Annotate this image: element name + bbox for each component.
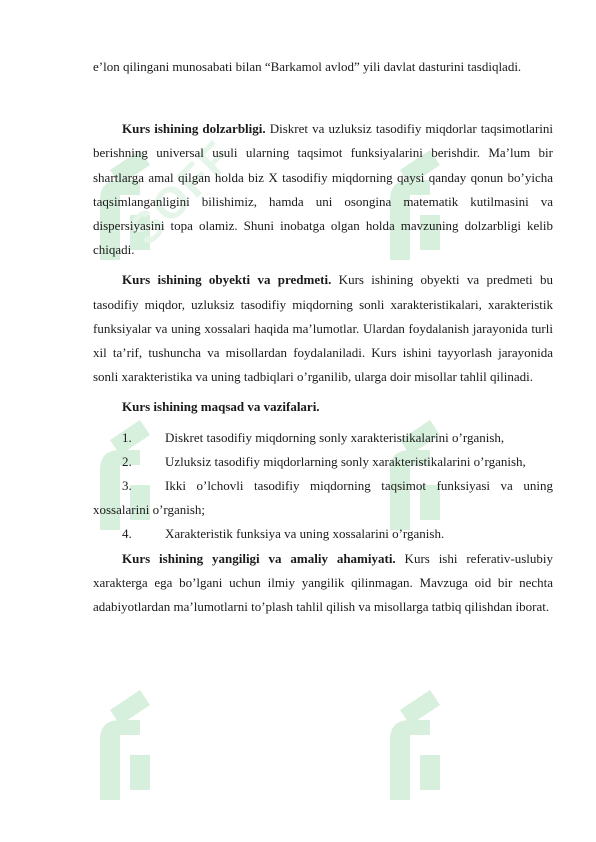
paragraph-goals bbox=[93, 395, 553, 419]
text-relevance: Diskret va uzluksiz tasodifiy miqdorlar taqsimotlarini berishning universal usuli ularning taqsimot funksiyalarini berishdir. Ma’lum bir shartlarga amal qilgan holda biz X tasodifiy miqdorning qaysi qanday qonun bo’yicha taqsimlanganligini bilishimiz, hamda uni osongina matematik kutilmasini va dispersiyasini topa olamiz. Shuni inobatga olgan holda mavzuning dolzarbligi kelib chiqadi. bbox=[93, 121, 553, 258]
list-item bbox=[93, 474, 553, 522]
document-body bbox=[93, 55, 553, 619]
heading-novelty: Kurs ishining yangiligi va amaliy ahamiyati. bbox=[122, 550, 396, 566]
list-item-number: 3. bbox=[122, 478, 132, 494]
watermark-logo-1: SOFF bbox=[80, 140, 220, 285]
paragraph-object bbox=[93, 268, 553, 389]
list-item-text: Uzluksiz tasodifiy miqdorlarning sonly xarakteristikalarini o’rganish, bbox=[165, 453, 526, 469]
text-object: Kurs ishining obyekti va predmeti bu tasodifiy miqdor, uzluksiz tasodifiy miqdorning sonli xarakteristikalari, xarakteristik funksiyalar va uning xossalari haqida ma’lumotlar. Ulardan foydalanish jarayonida turli xil ta’rif, tushuncha va misollardan foydalaniladi. Kurs ishini tayyorlash jarayonida sonli xarakteristika va uning tadbiqlari o’rganilib, ularga doir misollar tahlil qilinadi. bbox=[93, 272, 554, 385]
heading-relevance: Kurs ishining dolzarbligi. bbox=[122, 121, 266, 137]
watermark-logo-6 bbox=[370, 680, 510, 825]
list-item bbox=[93, 522, 553, 546]
list-item-number: 2. bbox=[122, 453, 132, 469]
list-item bbox=[93, 450, 553, 474]
list-item bbox=[93, 426, 553, 450]
heading-goals: Kurs ishining maqsad va vazifalari. bbox=[122, 399, 320, 415]
heading-object: Kurs ishining obyekti va predmeti. bbox=[122, 272, 332, 288]
paragraph-novelty bbox=[93, 547, 553, 620]
paragraph-intro: e’lon qilingani munosabati bilan “Barkamol avlod” yili davlat dasturini tasdiqladi. bbox=[93, 59, 522, 74]
list-item-number: 1. bbox=[122, 429, 132, 445]
list-item-text: Ikki o’lchovli tasodifiy miqdorning taqsimot funksiyasi va uning xossalarini o’rganish; bbox=[93, 478, 553, 518]
watermark-logo-5 bbox=[80, 680, 220, 825]
list-item-number: 4. bbox=[122, 526, 132, 542]
list-item-text: Xarakteristik funksiya va uning xossalarini o’rganish. bbox=[165, 526, 445, 542]
text-novelty: Kurs ishi referativ-uslubiy xarakterga ega bo’lgani uchun ilmiy yangilik qilinmagan. Mavzuga oid bir nechta adabiyotlardan ma’lumotlarni to’plash tahlil qilish va misollarga tatbiq qilishdan iborat. bbox=[93, 550, 553, 615]
paragraph-relevance bbox=[93, 117, 553, 262]
list-item-text: Diskret tasodifiy miqdorning sonly xarakteristikalarini o’rganish, bbox=[165, 429, 505, 445]
